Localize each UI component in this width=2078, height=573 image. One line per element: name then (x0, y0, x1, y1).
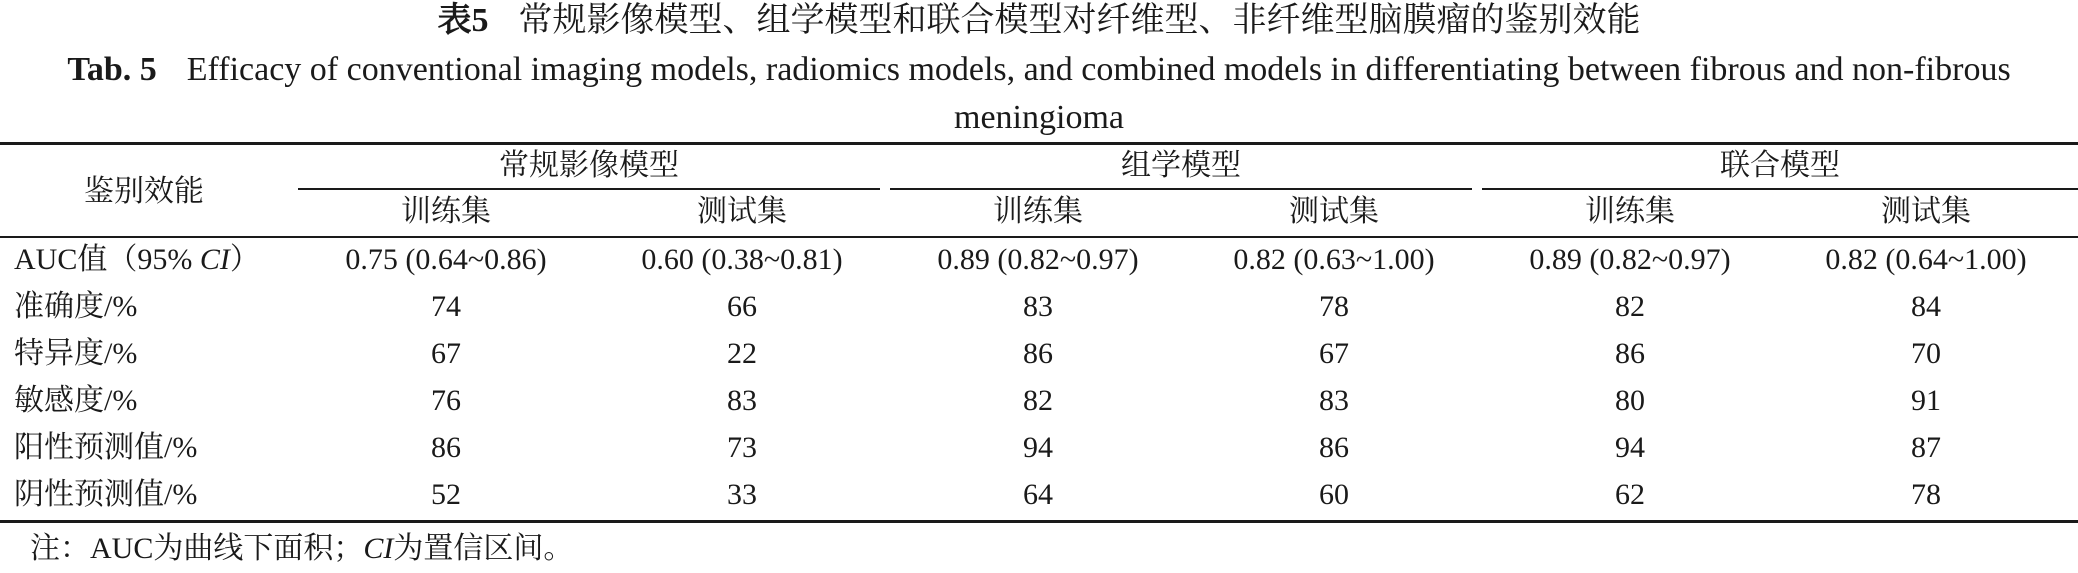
note-text-end: 为置信区间。 (393, 532, 574, 565)
table-cell: 83 (1023, 290, 1053, 323)
table-cell: 52 (431, 478, 461, 511)
table-cell: 86 (1615, 337, 1645, 370)
row-label-text: 敏感度/% (14, 384, 138, 417)
table-cell: 64 (1023, 478, 1053, 511)
table-cell: 83 (1319, 384, 1349, 417)
table-cell: 67 (1319, 337, 1349, 370)
table-cell: 87 (1911, 431, 1941, 464)
table-cell: 70 (1911, 337, 1941, 370)
table-cell: 86 (1023, 337, 1053, 370)
table-cell: 67 (431, 337, 461, 370)
group-header-combined: 联合模型 (1720, 149, 1840, 182)
note-ci: CI (363, 532, 394, 565)
table-cell: 0.82 (0.64~1.00) (1825, 243, 2027, 276)
table-cell: 66 (727, 290, 757, 323)
row-header-label: 鉴别效能 (84, 175, 204, 208)
group-header-conventional: 常规影像模型 (499, 149, 679, 182)
row-label (14, 336, 137, 372)
table-cell: 80 (1615, 384, 1645, 417)
row-label-text: 阴性预测值/% (14, 478, 198, 511)
table-cell: 82 (1615, 290, 1645, 323)
table-cell: 94 (1615, 431, 1645, 464)
table-cell: 82 (1023, 384, 1053, 417)
bottom-rule (0, 520, 2078, 523)
header-rule (0, 236, 2078, 238)
subheader-cell: 训练集 (1585, 195, 1675, 228)
table-cell: 33 (727, 478, 757, 511)
subheader-cell: 训练集 (401, 195, 491, 228)
table-cell: 83 (727, 384, 757, 417)
top-rule (0, 142, 2078, 145)
row-label-text-end: ） (229, 243, 260, 276)
subheader-cell: 训练集 (993, 195, 1083, 228)
group-rule-1 (298, 188, 880, 190)
table-cell: 22 (727, 337, 757, 370)
table-cell: 91 (1911, 384, 1941, 417)
group-rule-3 (1482, 188, 2078, 190)
table-cell: 86 (431, 431, 461, 464)
group-header-radiomics: 组学模型 (1121, 149, 1241, 182)
table-cell: 74 (431, 290, 461, 323)
caption-en (40, 46, 2038, 142)
row-label-text: 特异度/% (14, 337, 138, 370)
table-cell: 0.60 (0.38~0.81) (641, 243, 843, 276)
table-cell: 0.82 (0.63~1.00) (1233, 243, 1435, 276)
row-label (14, 477, 197, 513)
row-label (14, 430, 197, 466)
row-label-text: 阳性预测值/% (14, 431, 198, 464)
subheader-cell: 测试集 (697, 195, 787, 228)
subheader-cell: 测试集 (1289, 195, 1379, 228)
table-cell: 76 (431, 384, 461, 417)
row-label-ci: CI (199, 243, 230, 276)
table-cell: 0.89 (0.82~0.97) (937, 243, 1139, 276)
row-label-text: 准确度/% (14, 290, 138, 323)
table-cell: 0.75 (0.64~0.86) (345, 243, 547, 276)
subheader-cell: 测试集 (1881, 195, 1971, 228)
group-rule-2 (890, 188, 1472, 190)
table-cell: 86 (1319, 431, 1349, 464)
table-cell: 78 (1911, 478, 1941, 511)
table-cell: 62 (1615, 478, 1645, 511)
table-cell: 60 (1319, 478, 1349, 511)
table-cell: 94 (1023, 431, 1053, 464)
caption-zh-title: 常规影像模型、组学模型和联合模型对纤维型、非纤维型脑膜瘤的鉴别效能 (518, 2, 1641, 39)
table-cell: 73 (727, 431, 757, 464)
row-label-text: AUC值（95% (14, 243, 200, 276)
caption-zh (0, 0, 2078, 42)
table-note (30, 530, 573, 568)
caption-en-title: Efficacy of conventional imaging models, radiomics models, and combined models in differentiating between fibrous and non-fibrous meningioma (186, 51, 2011, 136)
table-cell: 84 (1911, 290, 1941, 323)
caption-zh-label: 表5 (437, 2, 489, 39)
row-label (14, 242, 260, 278)
caption-en-label: Tab. 5 (67, 51, 157, 88)
table-cell: 78 (1319, 290, 1349, 323)
table-cell: 0.89 (0.82~0.97) (1529, 243, 1731, 276)
note-text: 注：AUC为曲线下面积； (30, 532, 364, 565)
row-label (14, 383, 137, 419)
row-label (14, 289, 137, 325)
